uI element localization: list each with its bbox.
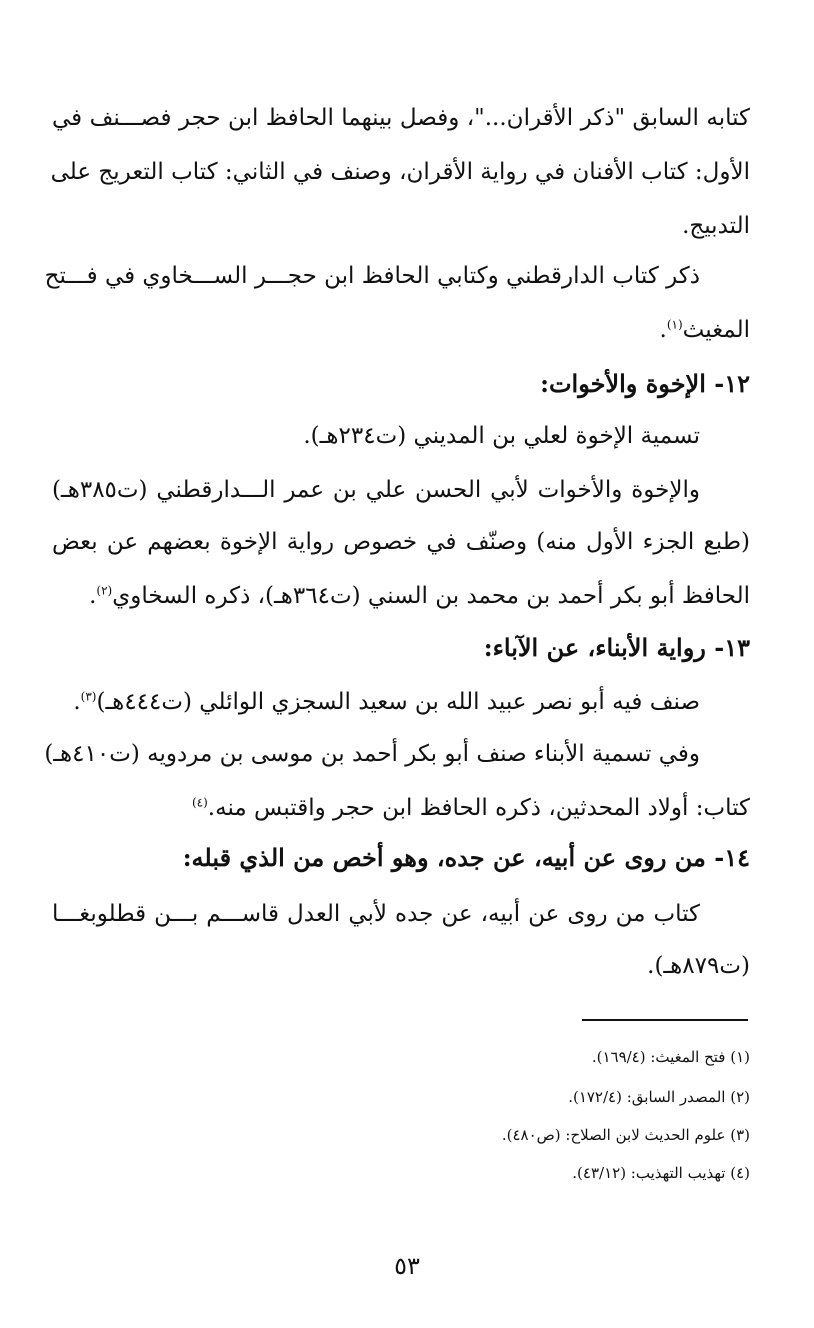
footnote-ref: (٣)	[80, 689, 97, 704]
body-line	[52, 578, 750, 614]
footnote-divider	[582, 1019, 748, 1021]
footnote-ref: (١)	[666, 317, 683, 332]
body-line: والإخوة والأخوات لأبي الحسن علي بن عمر الـــدارقطني (ت٣٨٥هـ)	[52, 477, 700, 503]
section-heading-13: ١٣- رواية الأبناء، عن الآباء:	[483, 633, 750, 662]
body-line: تسمية الإخوة لعلي بن المديني (ت٢٣٤هـ).	[303, 423, 700, 449]
body-line: (ت٨٧٩هـ).	[647, 953, 750, 979]
body-text: الحافظ أبو بكر أحمد بن محمد بن السني (ت٣٦٤هـ)، ذكره السخاوي	[112, 583, 750, 609]
body-text: .	[89, 583, 97, 609]
body-line: كتابه السابق "ذكر الأقران..."، وفصل بينهما الحافظ ابن حجر فصـــنف في	[52, 105, 750, 131]
footnote-2: (٢) المصدر السابق: (١٧٢/٤).	[568, 1088, 750, 1106]
body-text: المغيث	[682, 317, 750, 343]
body-line: (طبع الجزء الأول منه) وصنّف في خصوص رواية الإخوة بعضهم عن بعض	[52, 529, 750, 555]
body-text: صنف فيه أبو نصر عبيد الله بن سعيد السجزي الوائلي (ت٤٤٤هـ)	[96, 689, 700, 715]
footnote-4: (٤) تهذيب التهذيب: (٤٣/١٢).	[572, 1164, 750, 1182]
body-text: .	[73, 689, 81, 715]
page-number: ٥٣	[394, 1252, 420, 1280]
body-line	[52, 790, 750, 826]
footnote-1: (١) فتح المغيث: (١٦٩/٤).	[591, 1048, 750, 1066]
body-line	[52, 312, 750, 348]
body-line	[52, 684, 750, 720]
footnote-ref: (٤)	[191, 795, 208, 810]
section-heading-12: ١٢- الإخوة والأخوات:	[540, 369, 750, 398]
body-line: وفي تسمية الأبناء صنف أبو بكر أحمد بن موسى بن مردويه (ت٤١٠هـ)	[44, 741, 700, 767]
body-line: الأول: كتاب الأفنان في رواية الأقران، وصنف في الثاني: كتاب التعريج على	[50, 159, 750, 185]
body-line: ذكر كتاب الدارقطني وكتابي الحافظ ابن حجـــر الســـخاوي في فـــتح	[44, 263, 700, 289]
body-line: كتاب من روى عن أبيه، عن جده لأبي العدل قاســـم بـــن قطلوبغـــا	[52, 901, 700, 927]
footnote-ref: (٢)	[96, 583, 113, 598]
footnote-3: (٣) علوم الحديث لابن الصلاح: (ص٤٨٠).	[501, 1126, 750, 1144]
body-line: التدبيج.	[682, 213, 750, 239]
body-text: .	[659, 317, 667, 343]
body-text: كتاب: أولاد المحدثين، ذكره الحافظ ابن حجر واقتبس منه.	[207, 795, 750, 821]
section-heading-14: ١٤- من روى عن أبيه، عن جده، وهو أخص من الذي قبله:	[182, 843, 750, 872]
